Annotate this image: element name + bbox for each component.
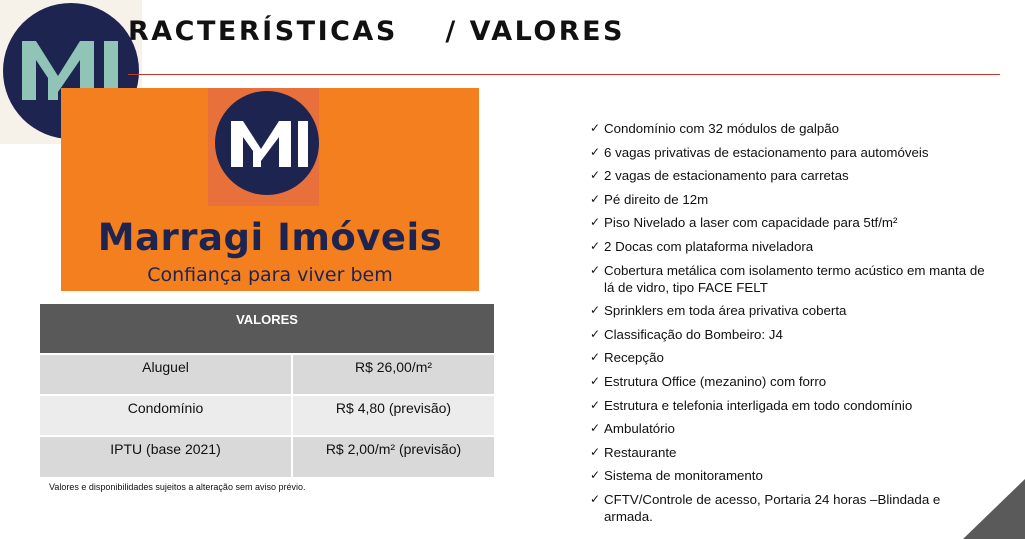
check-icon: ✓ <box>590 144 601 159</box>
row-label: Aluguel <box>40 354 292 395</box>
brand-banner <box>61 88 479 291</box>
feature-text: 6 vagas privativas de estacionamento para automóveis <box>604 144 929 160</box>
corner-decoration <box>963 479 1025 539</box>
feature-text: CFTV/Controle de acesso, Portaria 24 horas –Blindada e armada. <box>604 491 941 524</box>
check-icon: ✓ <box>590 350 601 365</box>
check-icon: ✓ <box>590 326 601 341</box>
list-item <box>590 120 990 137</box>
list-item <box>590 373 990 390</box>
feature-text: Condomínio com 32 módulos de galpão <box>604 121 840 136</box>
brand-badge <box>215 91 319 195</box>
check-icon: ✓ <box>590 444 601 459</box>
table-row <box>40 436 494 477</box>
row-value: R$ 2,00/m² (previsão) <box>292 436 494 477</box>
feature-text: Piso Nivelado a laser com capacidade para 5tf/m² <box>604 215 898 231</box>
check-icon: ✓ <box>590 421 601 436</box>
list-item <box>590 349 990 366</box>
list-item <box>590 397 990 414</box>
check-icon: ✓ <box>590 238 601 253</box>
feature-text: Recepção <box>604 350 664 366</box>
check-icon: ✓ <box>590 303 601 318</box>
check-icon: ✓ <box>590 468 601 483</box>
valores-table-header: VALORES <box>40 304 494 354</box>
check-icon: ✓ <box>590 397 601 412</box>
disclaimer-note: Valores e disponibilidades sujeitos a alteração sem aviso prévio. <box>49 482 306 492</box>
check-icon: ✓ <box>590 191 601 206</box>
list-item <box>590 444 990 461</box>
title-divider <box>128 74 1000 75</box>
feature-text: 2 Docas com plataforma niveladora <box>604 238 814 254</box>
list-item <box>590 420 990 437</box>
list-item <box>590 238 990 255</box>
list-item <box>590 326 990 343</box>
list-item <box>590 302 990 319</box>
feature-text: Sistema de monitoramento <box>604 468 763 484</box>
table-row <box>40 395 494 436</box>
list-item <box>590 167 990 184</box>
list-item <box>590 491 990 525</box>
brand-name: Marragi Imóveis <box>97 216 443 259</box>
table-row <box>40 354 494 395</box>
check-icon: ✓ <box>590 121 601 135</box>
check-icon: ✓ <box>590 262 601 277</box>
list-item <box>590 262 990 296</box>
feature-text: Pé direito de 12m <box>604 191 709 207</box>
mi-badge-icon <box>215 91 319 195</box>
brand-slogan: Confiança para viver bem <box>147 264 393 286</box>
feature-text: Restaurante <box>604 444 677 460</box>
feature-text: Sprinklers em toda área privativa coberta <box>604 303 847 319</box>
row-value: R$ 4,80 (previsão) <box>292 395 494 436</box>
check-icon: ✓ <box>590 373 601 388</box>
list-item <box>590 144 990 161</box>
row-label: IPTU (base 2021) <box>40 436 292 477</box>
valores-table <box>40 304 494 477</box>
check-icon: ✓ <box>590 168 601 183</box>
list-item <box>590 467 990 484</box>
row-label: Condomínio <box>40 395 292 436</box>
check-icon: ✓ <box>590 491 601 506</box>
feature-text: Estrutura Office (mezanino) com forro <box>604 373 827 389</box>
features-list <box>590 120 990 532</box>
check-icon: ✓ <box>590 215 601 230</box>
feature-text: Ambulatório <box>604 421 675 437</box>
page-title: RACTERÍSTICAS / VALORES <box>128 16 625 47</box>
list-item <box>590 191 990 208</box>
feature-text: 2 vagas de estacionamento para carretas <box>604 168 849 184</box>
feature-text: Classificação do Bombeiro: J4 <box>604 326 783 342</box>
list-item <box>590 214 990 231</box>
feature-text: Estrutura e telefonia interligada em todo condomínio <box>604 397 913 413</box>
row-value: R$ 26,00/m² <box>292 354 494 395</box>
feature-text: Cobertura metálica com isolamento termo acústico em manta de lá de vidro, tipo FACE FELT <box>604 262 985 295</box>
